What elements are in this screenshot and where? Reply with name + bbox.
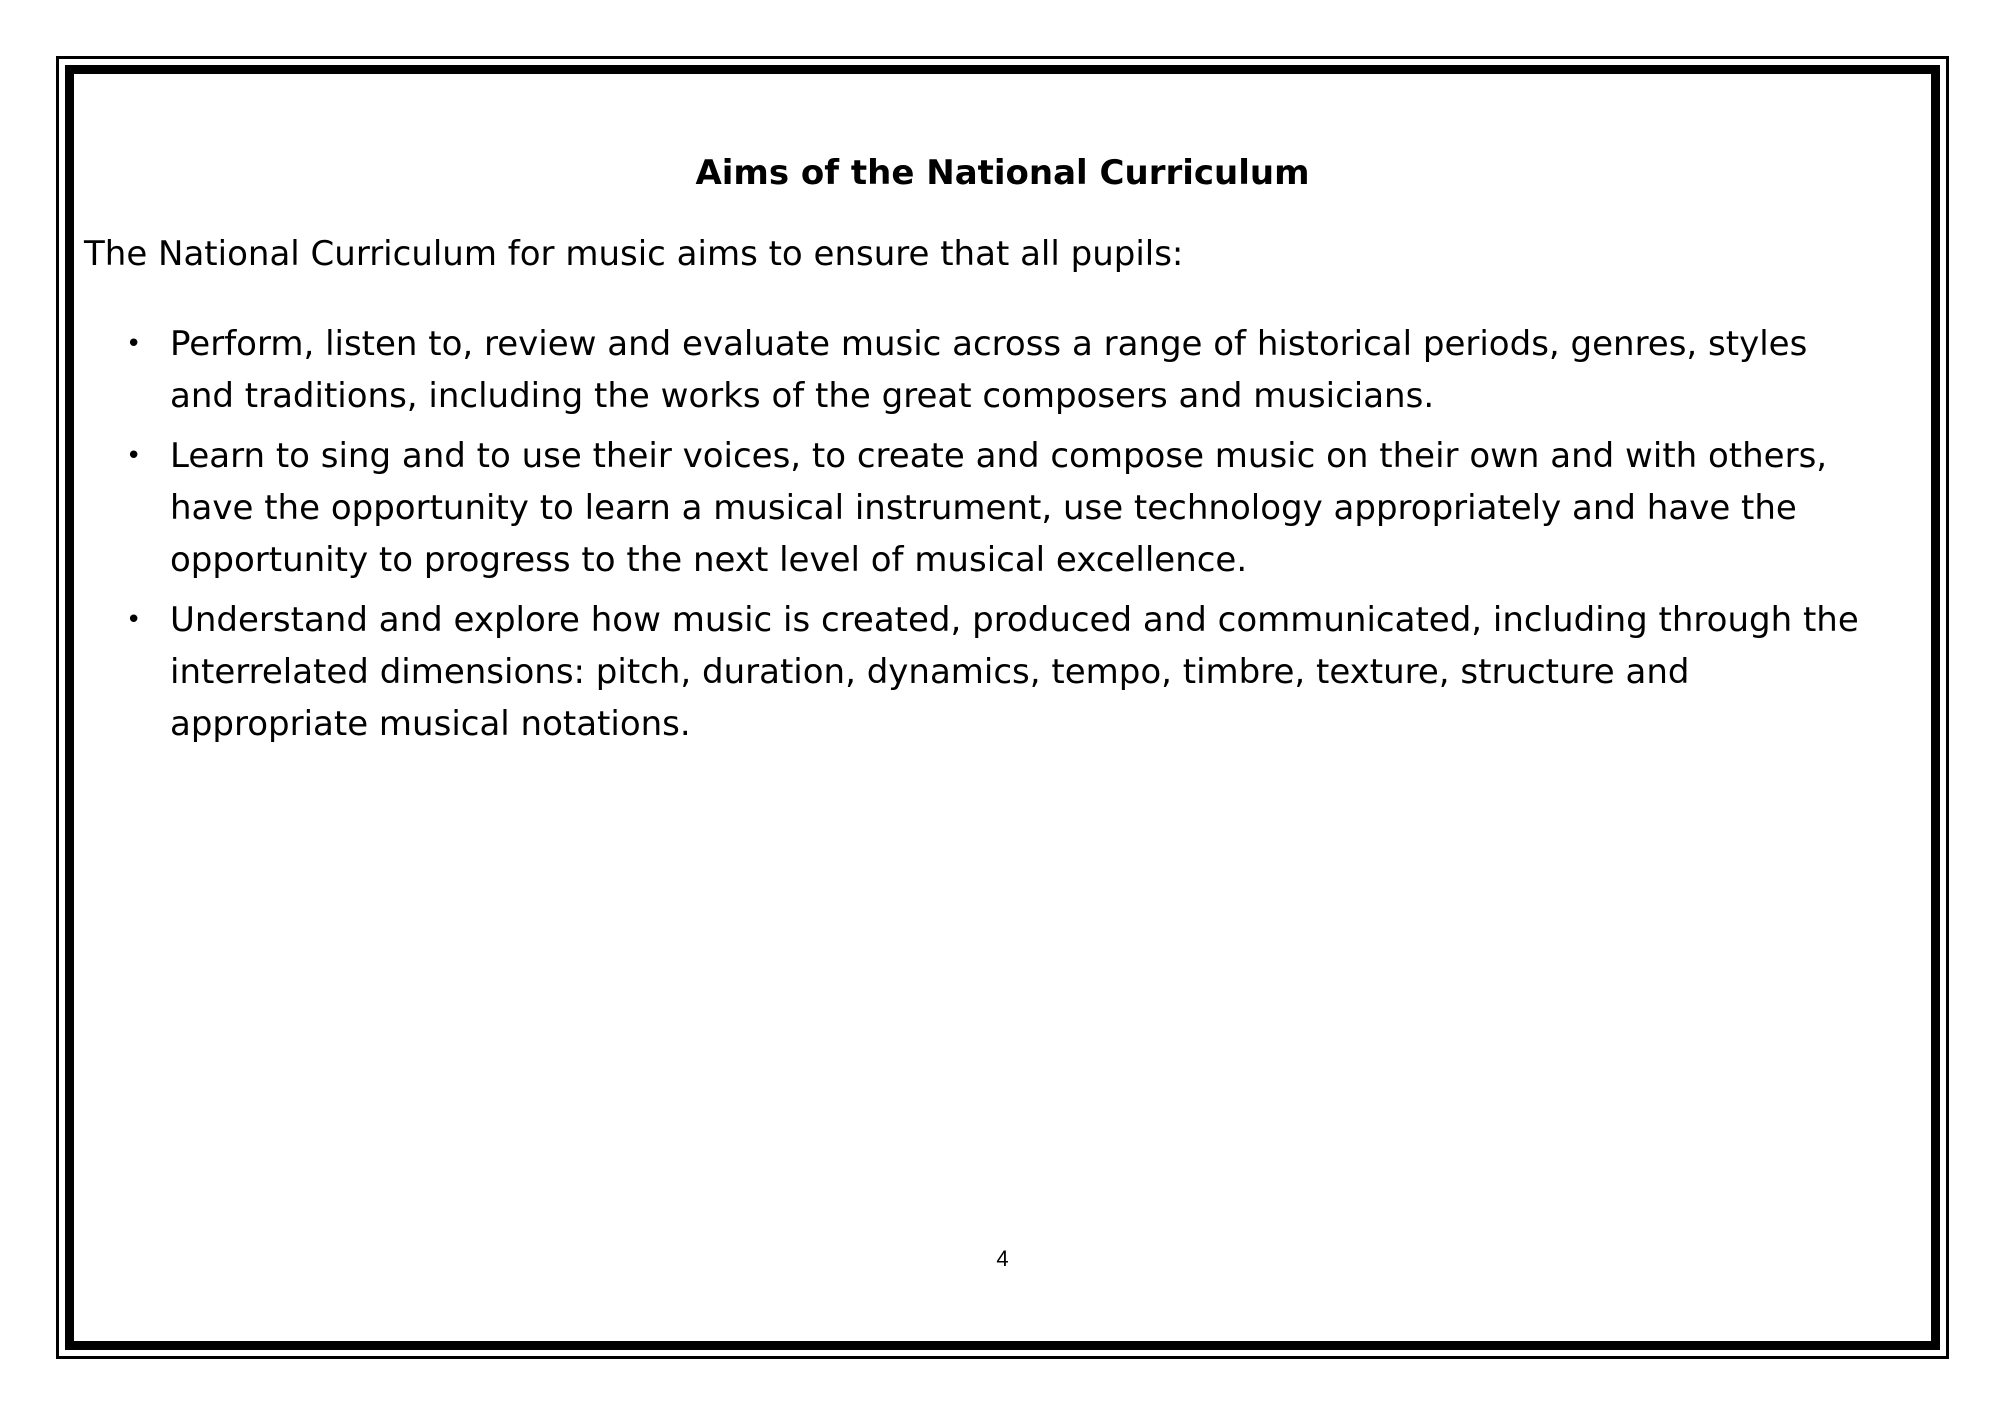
intro-text: The National Curriculum for music aims to ensure that all pupils:	[84, 234, 1184, 274]
bullet-icon: •	[126, 441, 142, 471]
aim-text: Understand and explore how music is created, produced and communicated, including through the interrelated dimensions: pitch, duration, dynamics, tempo, timbre, texture, structure and appropriate musical notations.	[170, 600, 1859, 744]
list-item	[74, 594, 1931, 750]
list-item	[74, 430, 1931, 586]
list-item	[74, 318, 1931, 422]
aim-text: Learn to sing and to use their voices, to create and compose music on their own and with others, have the opportunity to learn a musical instrument, use technology appropriately and have the opportunity to progress to the next level of musical excellence.	[170, 436, 1828, 580]
bullet-icon: •	[126, 605, 142, 635]
aims-list	[74, 318, 1931, 758]
bullet-icon: •	[126, 329, 142, 359]
page-content	[74, 74, 1931, 1341]
page-title: Aims of the National Curriculum	[695, 153, 1310, 193]
page-number: 4	[996, 1246, 1009, 1271]
aim-text: Perform, listen to, review and evaluate music across a range of historical periods, genres, styles and traditions, including the works of the great composers and musicians.	[170, 324, 1808, 416]
